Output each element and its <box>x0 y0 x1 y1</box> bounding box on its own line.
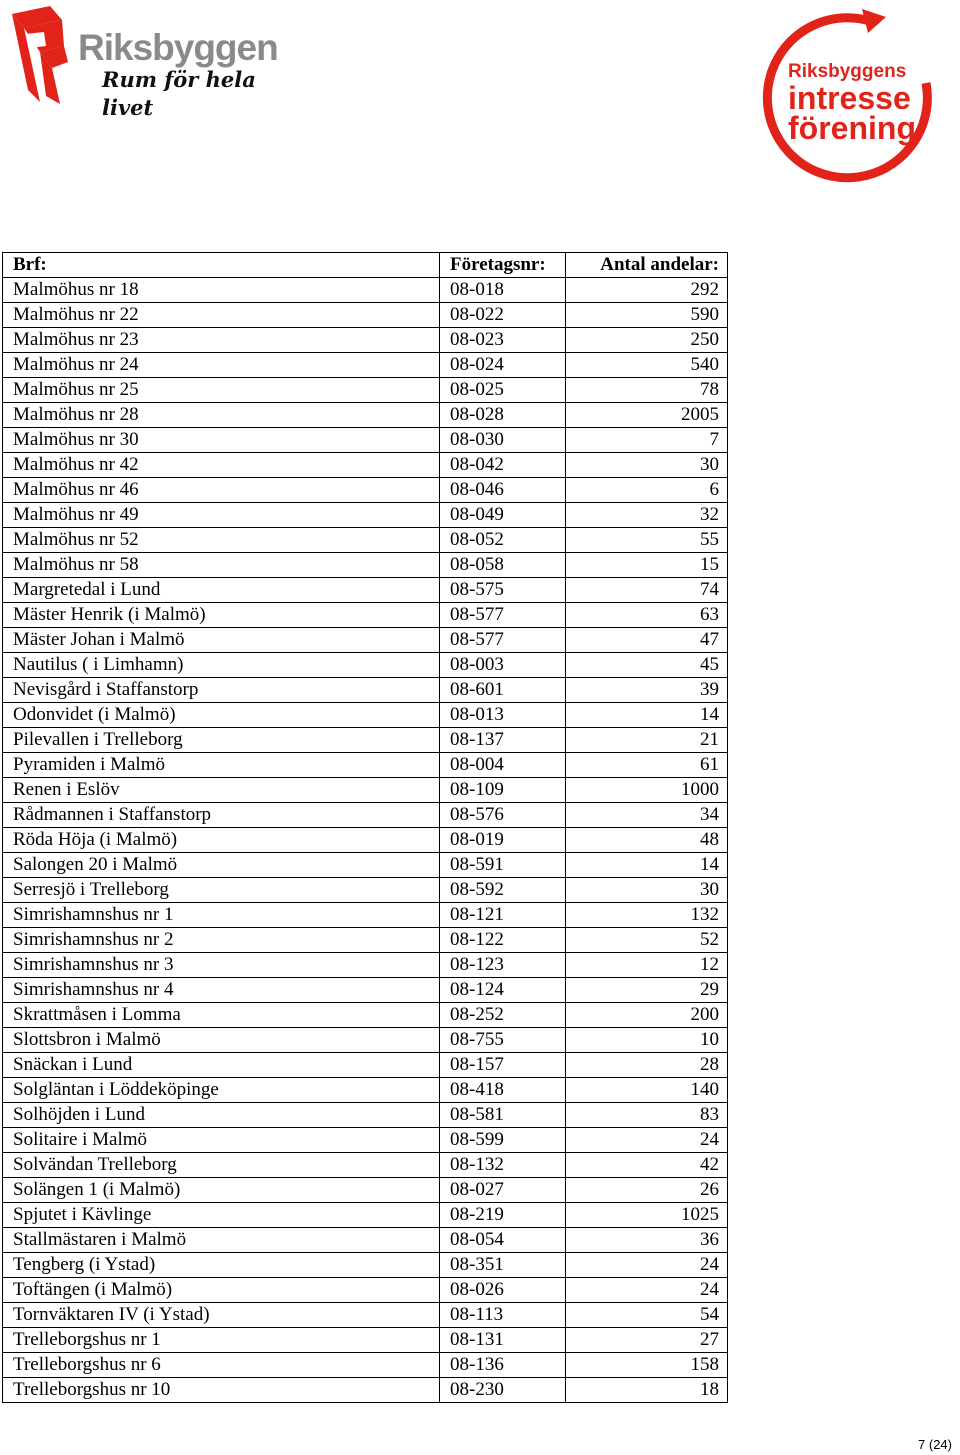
cell-brf: Malmöhus nr 24 <box>3 353 440 378</box>
table-row <box>3 1278 728 1303</box>
cell-foretagsnr: 08-018 <box>440 278 566 303</box>
cell-brf: Pyramiden i Malmö <box>3 753 440 778</box>
cell-brf: Snäckan i Lund <box>3 1053 440 1078</box>
table-row <box>3 353 728 378</box>
table-row <box>3 1203 728 1228</box>
cell-antal-andelar: 55 <box>566 528 728 553</box>
cell-foretagsnr: 08-577 <box>440 628 566 653</box>
cell-foretagsnr: 08-052 <box>440 528 566 553</box>
cell-brf: Malmöhus nr 30 <box>3 428 440 453</box>
table-row <box>3 778 728 803</box>
cell-antal-andelar: 26 <box>566 1178 728 1203</box>
cell-brf: Margretedal i Lund <box>3 578 440 603</box>
cell-foretagsnr: 08-136 <box>440 1353 566 1378</box>
cell-brf: Trelleborgshus nr 10 <box>3 1378 440 1403</box>
table-row <box>3 1028 728 1053</box>
table-row <box>3 1003 728 1028</box>
table-row <box>3 1303 728 1328</box>
cell-antal-andelar: 200 <box>566 1003 728 1028</box>
cell-antal-andelar: 24 <box>566 1278 728 1303</box>
cell-brf: Rådmannen i Staffanstorp <box>3 803 440 828</box>
cell-antal-andelar: 27 <box>566 1328 728 1353</box>
cell-foretagsnr: 08-042 <box>440 453 566 478</box>
cell-foretagsnr: 08-026 <box>440 1278 566 1303</box>
brand-name: Riksbyggen <box>78 27 278 68</box>
cell-antal-andelar: 590 <box>566 303 728 328</box>
cell-antal-andelar: 7 <box>566 428 728 453</box>
cell-foretagsnr: 08-030 <box>440 428 566 453</box>
cell-foretagsnr: 08-109 <box>440 778 566 803</box>
cell-foretagsnr: 08-121 <box>440 903 566 928</box>
table-row <box>3 303 728 328</box>
cell-antal-andelar: 52 <box>566 928 728 953</box>
cell-antal-andelar: 74 <box>566 578 728 603</box>
table-row <box>3 478 728 503</box>
cell-antal-andelar: 540 <box>566 353 728 378</box>
table-row <box>3 1228 728 1253</box>
brf-table <box>2 252 728 1403</box>
table-row <box>3 1328 728 1353</box>
cell-antal-andelar: 14 <box>566 853 728 878</box>
cell-antal-andelar: 18 <box>566 1378 728 1403</box>
cell-foretagsnr: 08-252 <box>440 1003 566 1028</box>
cell-antal-andelar: 63 <box>566 603 728 628</box>
cell-antal-andelar: 34 <box>566 803 728 828</box>
cell-foretagsnr: 08-592 <box>440 878 566 903</box>
cell-antal-andelar: 14 <box>566 703 728 728</box>
cell-brf: Toftängen (i Malmö) <box>3 1278 440 1303</box>
cell-brf: Malmöhus nr 49 <box>3 503 440 528</box>
cell-antal-andelar: 2005 <box>566 403 728 428</box>
cell-brf: Tornväktaren IV (i Ystad) <box>3 1303 440 1328</box>
cell-brf: Salongen 20 i Malmö <box>3 853 440 878</box>
table-row <box>3 1353 728 1378</box>
cell-foretagsnr: 08-046 <box>440 478 566 503</box>
table-row <box>3 853 728 878</box>
cell-brf: Trelleborgshus nr 1 <box>3 1328 440 1353</box>
cell-antal-andelar: 28 <box>566 1053 728 1078</box>
cell-foretagsnr: 08-013 <box>440 703 566 728</box>
cell-brf: Simrishamnshus nr 3 <box>3 953 440 978</box>
cell-antal-andelar: 61 <box>566 753 728 778</box>
cell-foretagsnr: 08-054 <box>440 1228 566 1253</box>
cell-brf: Malmöhus nr 42 <box>3 453 440 478</box>
cell-antal-andelar: 140 <box>566 1078 728 1103</box>
cell-brf: Mäster Johan i Malmö <box>3 628 440 653</box>
cell-antal-andelar: 30 <box>566 453 728 478</box>
table-row <box>3 728 728 753</box>
brand-tagline: Rum för hela livet <box>102 67 256 120</box>
cell-antal-andelar: 1000 <box>566 778 728 803</box>
cell-brf: Solängen 1 (i Malmö) <box>3 1178 440 1203</box>
cell-foretagsnr: 08-132 <box>440 1153 566 1178</box>
cell-brf: Solitaire i Malmö <box>3 1128 440 1153</box>
table-row <box>3 503 728 528</box>
cell-antal-andelar: 36 <box>566 1228 728 1253</box>
cell-brf: Solgläntan i Löddeköpinge <box>3 1078 440 1103</box>
cell-brf: Malmöhus nr 23 <box>3 328 440 353</box>
cell-antal-andelar: 48 <box>566 828 728 853</box>
table-row <box>3 528 728 553</box>
table-row <box>3 703 728 728</box>
cell-foretagsnr: 08-003 <box>440 653 566 678</box>
cell-antal-andelar: 54 <box>566 1303 728 1328</box>
cell-antal-andelar: 10 <box>566 1028 728 1053</box>
cell-brf: Serresjö i Trelleborg <box>3 878 440 903</box>
cell-brf: Simrishamnshus nr 1 <box>3 903 440 928</box>
cell-foretagsnr: 08-023 <box>440 328 566 353</box>
cell-brf: Pilevallen i Trelleborg <box>3 728 440 753</box>
table-row <box>3 403 728 428</box>
cell-brf: Solvändan Trelleborg <box>3 1153 440 1178</box>
cell-brf: Solhöjden i Lund <box>3 1103 440 1128</box>
cell-foretagsnr: 08-058 <box>440 553 566 578</box>
cell-foretagsnr: 08-024 <box>440 353 566 378</box>
cell-brf: Malmöhus nr 18 <box>3 278 440 303</box>
table-row <box>3 1128 728 1153</box>
table-row <box>3 1053 728 1078</box>
cell-foretagsnr: 08-755 <box>440 1028 566 1053</box>
cell-brf: Nautilus ( i Limhamn) <box>3 653 440 678</box>
table-row <box>3 1153 728 1178</box>
cell-brf: Tengberg (i Ystad) <box>3 1253 440 1278</box>
cell-foretagsnr: 08-022 <box>440 303 566 328</box>
table-row <box>3 578 728 603</box>
cell-brf: Nevisgård i Staffanstorp <box>3 678 440 703</box>
cell-antal-andelar: 292 <box>566 278 728 303</box>
cell-foretagsnr: 08-599 <box>440 1128 566 1153</box>
table-row <box>3 828 728 853</box>
table-row <box>3 1103 728 1128</box>
table-body <box>3 278 728 1403</box>
cell-brf: Malmöhus nr 58 <box>3 553 440 578</box>
riksbyggen-logo <box>10 6 300 120</box>
table-header-row <box>3 253 728 278</box>
table-row <box>3 628 728 653</box>
cell-foretagsnr: 08-131 <box>440 1328 566 1353</box>
table-row <box>3 328 728 353</box>
cell-foretagsnr: 08-049 <box>440 503 566 528</box>
table-row <box>3 878 728 903</box>
table-row <box>3 378 728 403</box>
cell-antal-andelar: 1025 <box>566 1203 728 1228</box>
cell-foretagsnr: 08-351 <box>440 1253 566 1278</box>
cell-antal-andelar: 12 <box>566 953 728 978</box>
table-row <box>3 1178 728 1203</box>
cell-brf: Spjutet i Kävlinge <box>3 1203 440 1228</box>
cell-brf: Malmöhus nr 46 <box>3 478 440 503</box>
table-row <box>3 1378 728 1403</box>
cell-foretagsnr: 08-575 <box>440 578 566 603</box>
cell-foretagsnr: 08-219 <box>440 1203 566 1228</box>
cell-foretagsnr: 08-581 <box>440 1103 566 1128</box>
cell-foretagsnr: 08-027 <box>440 1178 566 1203</box>
cell-brf: Skrattmåsen i Lomma <box>3 1003 440 1028</box>
table-row <box>3 953 728 978</box>
cell-foretagsnr: 08-230 <box>440 1378 566 1403</box>
cell-brf: Trelleborgshus nr 6 <box>3 1353 440 1378</box>
cell-antal-andelar: 47 <box>566 628 728 653</box>
cell-foretagsnr: 08-577 <box>440 603 566 628</box>
cell-brf: Malmöhus nr 25 <box>3 378 440 403</box>
cell-foretagsnr: 08-601 <box>440 678 566 703</box>
table-row <box>3 278 728 303</box>
cell-antal-andelar: 250 <box>566 328 728 353</box>
cell-antal-andelar: 32 <box>566 503 728 528</box>
logo-line-2: intresse <box>788 80 911 116</box>
table-row <box>3 653 728 678</box>
page-number: 7 (24) <box>918 1437 952 1452</box>
table-row <box>3 978 728 1003</box>
cell-brf: Slottsbron i Malmö <box>3 1028 440 1053</box>
cell-antal-andelar: 24 <box>566 1253 728 1278</box>
cell-brf: Malmöhus nr 52 <box>3 528 440 553</box>
cell-antal-andelar: 21 <box>566 728 728 753</box>
header-antal-andelar: Antal andelar: <box>566 253 728 278</box>
table-row <box>3 678 728 703</box>
cell-antal-andelar: 39 <box>566 678 728 703</box>
cell-brf: Simrishamnshus nr 4 <box>3 978 440 1003</box>
cell-antal-andelar: 78 <box>566 378 728 403</box>
cell-foretagsnr: 08-137 <box>440 728 566 753</box>
cell-foretagsnr: 08-122 <box>440 928 566 953</box>
cell-foretagsnr: 08-418 <box>440 1078 566 1103</box>
table-row <box>3 803 728 828</box>
cell-antal-andelar: 24 <box>566 1128 728 1153</box>
cell-antal-andelar: 15 <box>566 553 728 578</box>
logo-line-1: Riksbyggens <box>788 61 907 82</box>
cell-brf: Odonvidet (i Malmö) <box>3 703 440 728</box>
cell-antal-andelar: 6 <box>566 478 728 503</box>
cell-brf: Renen i Eslöv <box>3 778 440 803</box>
cell-foretagsnr: 08-113 <box>440 1303 566 1328</box>
cell-antal-andelar: 132 <box>566 903 728 928</box>
cell-antal-andelar: 30 <box>566 878 728 903</box>
cell-brf: Malmöhus nr 22 <box>3 303 440 328</box>
cell-antal-andelar: 29 <box>566 978 728 1003</box>
table-row <box>3 428 728 453</box>
cell-antal-andelar: 83 <box>566 1103 728 1128</box>
cell-brf: Simrishamnshus nr 2 <box>3 928 440 953</box>
cell-antal-andelar: 45 <box>566 653 728 678</box>
cell-foretagsnr: 08-019 <box>440 828 566 853</box>
cell-brf: Mäster Henrik (i Malmö) <box>3 603 440 628</box>
header-foretagsnr: Företagsnr: <box>440 253 566 278</box>
riksbyggen-mark-icon <box>10 6 72 104</box>
cell-foretagsnr: 08-124 <box>440 978 566 1003</box>
cell-foretagsnr: 08-591 <box>440 853 566 878</box>
cell-foretagsnr: 08-025 <box>440 378 566 403</box>
cell-brf: Röda Höja (i Malmö) <box>3 828 440 853</box>
table-row <box>3 928 728 953</box>
logo-line-3: förening <box>788 110 916 146</box>
cell-brf: Malmöhus nr 28 <box>3 403 440 428</box>
cell-antal-andelar: 42 <box>566 1153 728 1178</box>
table-row <box>3 453 728 478</box>
cell-foretagsnr: 08-123 <box>440 953 566 978</box>
table-row <box>3 553 728 578</box>
table-row <box>3 753 728 778</box>
table-row <box>3 1253 728 1278</box>
intresseforening-logo <box>758 5 934 193</box>
table-row <box>3 903 728 928</box>
table-row <box>3 1078 728 1103</box>
cell-foretagsnr: 08-576 <box>440 803 566 828</box>
cell-foretagsnr: 08-157 <box>440 1053 566 1078</box>
header-brf: Brf: <box>3 253 440 278</box>
cell-brf: Stallmästaren i Malmö <box>3 1228 440 1253</box>
cell-antal-andelar: 158 <box>566 1353 728 1378</box>
cell-foretagsnr: 08-004 <box>440 753 566 778</box>
table-row <box>3 603 728 628</box>
cell-foretagsnr: 08-028 <box>440 403 566 428</box>
